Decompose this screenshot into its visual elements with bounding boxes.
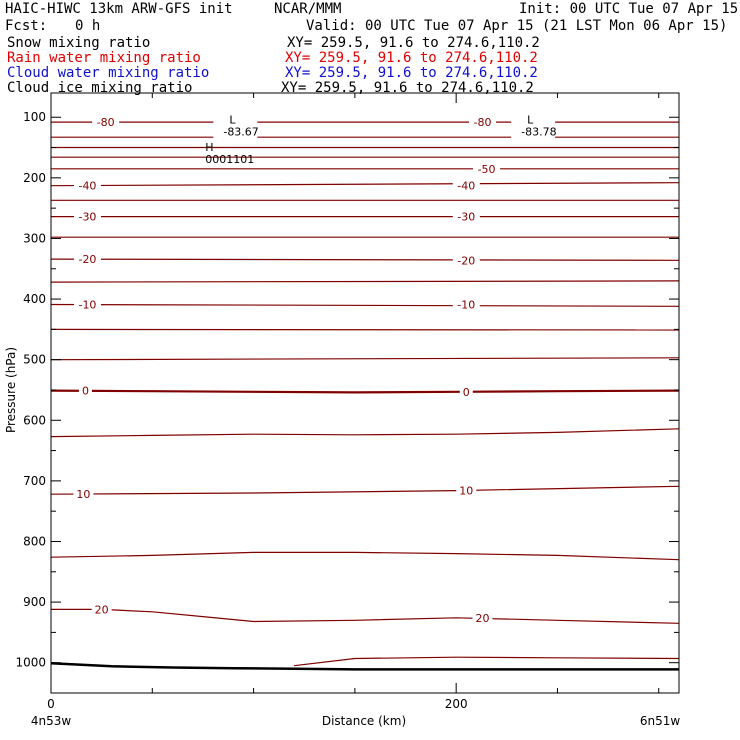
contour-line	[51, 429, 679, 437]
contour-line	[51, 281, 679, 282]
contour-line	[294, 657, 679, 666]
y-tick-label: 1000	[15, 655, 46, 670]
field-snow-name: Snow mixing ratio	[7, 35, 151, 51]
y-tick-label: 800	[23, 534, 46, 549]
contour-line	[51, 305, 679, 307]
contour-label: 0	[81, 384, 89, 398]
y-tick-label: 700	[23, 473, 46, 488]
contour-line	[51, 358, 679, 360]
field-cloudice-xy: XY= 259.5, 91.6 to 274.6,110.2	[281, 80, 534, 96]
contour-label: -30	[78, 210, 97, 224]
contour-line	[51, 552, 679, 559]
contour-label: 20	[475, 611, 490, 625]
extreme-mark: H	[205, 140, 214, 154]
y-tick-label: 100	[23, 110, 46, 125]
field-cloudice-name: Cloud ice mixing ratio	[7, 80, 193, 96]
contour-label: -20	[457, 254, 476, 268]
y-tick-label: 300	[23, 231, 46, 246]
fcst-value: 0 h	[75, 18, 101, 34]
contour-line	[51, 259, 679, 260]
extreme-mark: L	[527, 113, 534, 127]
y-tick-label: 600	[23, 413, 46, 428]
field-rain-name: Rain water mixing ratio	[7, 50, 201, 66]
contour-label: 10	[459, 484, 474, 498]
extreme-value: -83.78	[521, 125, 557, 139]
field-snow-xy: XY= 259.5, 91.6 to 274.6,110.2	[287, 35, 540, 51]
extreme-value: -83.67	[223, 125, 259, 139]
contour-line	[51, 183, 679, 186]
contour-line	[51, 329, 679, 330]
terrain-layer	[51, 663, 679, 669]
contour-line	[51, 486, 679, 494]
y-tick-label: 200	[23, 170, 46, 185]
contour-label: -20	[78, 253, 97, 267]
x-tick-label: 200	[444, 697, 468, 711]
chart-title: HAIC-HIWC 13km ARW-GFS init	[5, 1, 233, 17]
contour-label: 0	[462, 385, 470, 399]
contour-label: 10	[76, 488, 91, 502]
contour-line	[51, 391, 679, 393]
fcst-label: Fcst:	[5, 18, 48, 34]
extreme-value: 0001101	[205, 152, 255, 166]
contour-line	[51, 609, 679, 623]
y-tick-label: 500	[23, 352, 46, 367]
contour-label: -80	[473, 116, 492, 130]
y-tick-label: 400	[23, 292, 46, 307]
extreme-mark: L	[229, 113, 236, 127]
x-tick-label: 0	[47, 697, 55, 711]
field-cloudwater-name: Cloud water mixing ratio	[7, 65, 210, 81]
terrain-line	[51, 663, 679, 669]
y-tick-label: 900	[23, 595, 46, 610]
endpoint-right: 6n51w	[639, 714, 681, 728]
x-axis-title: Distance (km)	[321, 714, 407, 728]
contour-lines	[51, 122, 679, 666]
org-label: NCAR/MMM	[274, 1, 342, 17]
init-time: Init: 00 UTC Tue 07 Apr 15	[519, 1, 739, 17]
contour-label: -50	[477, 162, 496, 176]
contour-labels	[73, 110, 556, 625]
contour-label: 20	[94, 603, 109, 617]
contour-label: -30	[457, 210, 476, 224]
endpoint-left: 4n53w	[30, 714, 72, 728]
contour-label: -10	[78, 298, 97, 312]
contour-label: -80	[96, 116, 115, 130]
field-cloudwater-xy: XY= 259.5, 91.6 to 274.6,110.2	[285, 65, 538, 81]
y-axis-title: Pressure (hPa)	[4, 346, 18, 434]
field-rain-xy: XY= 259.5, 91.6 to 274.6,110.2	[285, 50, 538, 66]
contour-label: -40	[457, 179, 476, 193]
contour-label: -10	[457, 298, 476, 312]
valid-time: Valid: 00 UTC Tue 07 Apr 15 (21 LST Mon 06 Apr 15)	[306, 18, 728, 34]
contour-label: -40	[78, 179, 97, 193]
